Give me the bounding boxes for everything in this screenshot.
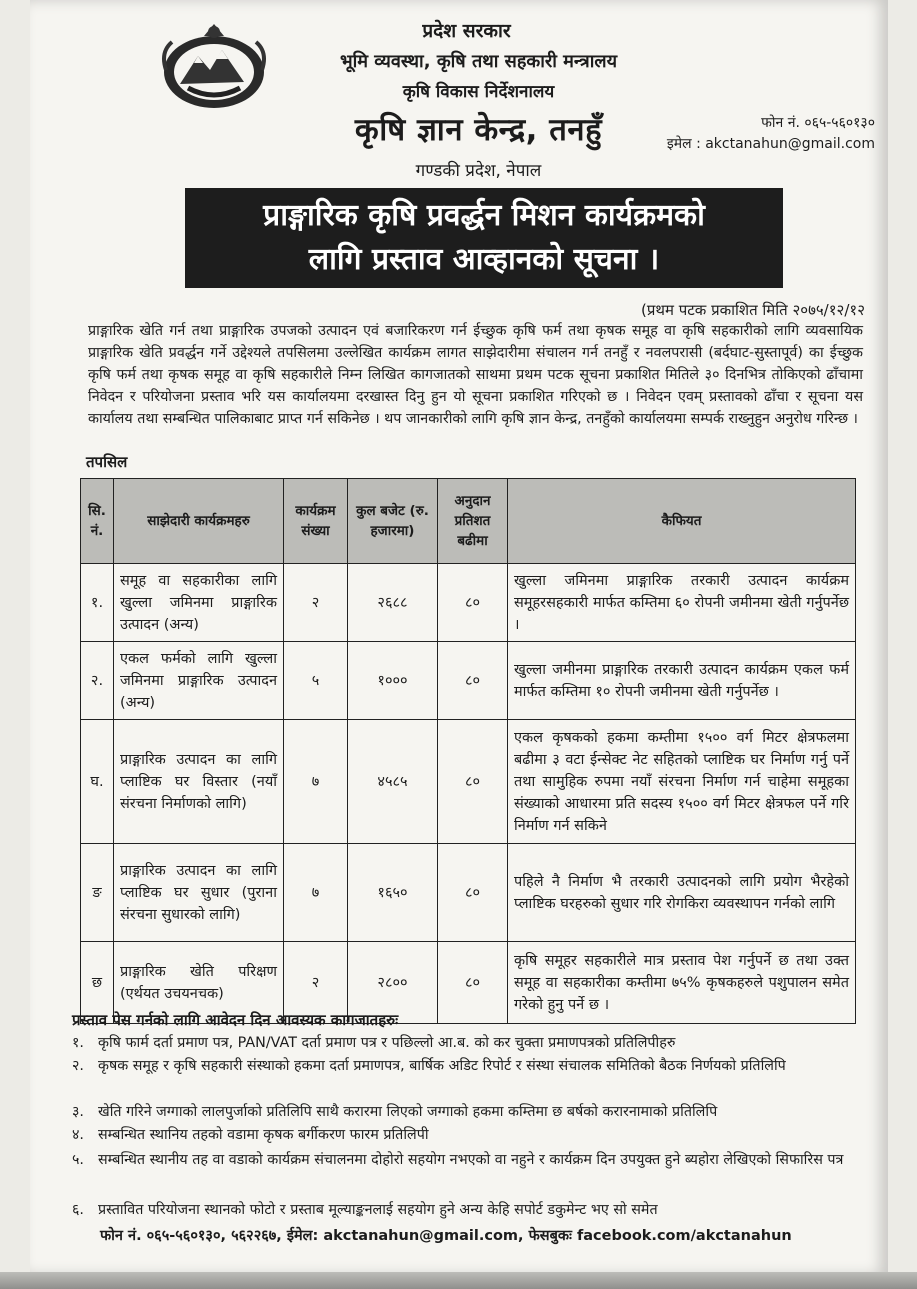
- col-header-remarks: कैफियत: [508, 479, 856, 564]
- list-item: [72, 1056, 852, 1077]
- col-header-subsidy: अनुदान प्रतिशत बढीमा: [438, 479, 508, 564]
- list-item-number: ३.: [72, 1104, 84, 1120]
- cell-sn: छ: [81, 942, 114, 1024]
- list-item-text: खेति गरिने जग्गाको लालपुर्जाको प्रतिलिपि साथै करारमा लिएको जग्गाको हकमा कम्तिमा छ बर्षको करारनामाको प्रतिलिपि: [98, 1104, 718, 1120]
- list-item-text: कृषक समूह र कृषि सहकारी संस्थाको हकमा दर्ता प्रमाणपत्र, बार्षिक अडिट रिपोर्ट र संस्था संचालक समितिको बैठक निर्णयको प्रतिलिपि: [98, 1058, 786, 1074]
- list-item-text: सम्बन्धित स्थानीय तह वा वडाको कार्यक्रम संचालनमा दोहोरो सहयोग नभएको वा नहुने र कार्यक्रम दिन उपयुक्त हुने ब्यहोरा लेखिएको सिफारिस पत्र: [98, 1152, 844, 1168]
- cell-remark: खुल्ला जमिनमा प्राङ्गारिक तरकारी उत्पादन कार्यक्रम समूहरसहकारी मार्फत कम्तिमा ६० रोपनी जमीनमा खेती गर्नुपर्नेछ ।: [508, 564, 856, 642]
- cell-budget: २६८८: [348, 564, 438, 642]
- cell-count: ७: [284, 720, 348, 844]
- table-row: [81, 564, 856, 642]
- cell-subsidy: ८०: [438, 942, 508, 1024]
- cell-sn: घ.: [81, 720, 114, 844]
- table-row: [81, 844, 856, 942]
- list-item: [72, 1200, 852, 1221]
- cell-count: २: [284, 564, 348, 642]
- list-item: [72, 1150, 852, 1171]
- cell-count: ७: [284, 844, 348, 942]
- cell-subsidy: ८०: [438, 642, 508, 720]
- cell-budget: १६५०: [348, 844, 438, 942]
- cell-remark: पहिले नै निर्माण भै तरकारी उत्पादनको लागि प्रयोग भैरहेको प्लाष्टिक घरहरुको सुधार गरि रोगकिरा व्यवस्थापन गर्नको लागि: [508, 844, 856, 942]
- list-item-number: ४.: [72, 1127, 84, 1143]
- header-ministry: भूमि व्यवस्था, कृषि तथा सहकारी मन्त्रालय: [339, 51, 618, 72]
- cell-count: २: [284, 942, 348, 1024]
- cell-remark: खुल्ला जमीनमा प्राङ्गारिक तरकारी उत्पादन कार्यक्रम एकल फर्म मार्फत कम्तिमा १० रोपनी जमीनमा खेती गर्नुपर्नेछ ।: [508, 642, 856, 720]
- cell-sn: १.: [81, 564, 114, 642]
- notice-title-banner: [185, 188, 783, 288]
- cell-program: एकल फर्मको लागि खुल्ला जमिनमा प्राङ्गारिक उत्पादन (अन्य): [114, 642, 284, 720]
- cell-program: प्राङ्गारिक उत्पादन का लागि प्लाष्टिक घर सुधार (पुराना संरचना सुधारको लागि): [114, 844, 284, 942]
- details-label: तपसिल: [86, 453, 128, 471]
- list-item: [72, 1125, 852, 1146]
- list-item: [72, 1033, 852, 1054]
- header-email: इमेल : akctanahun@gmail.com: [666, 136, 875, 152]
- header-contact: [667, 113, 875, 155]
- banner-line-1: प्राङ्गारिक कृषि प्रवर्द्धन मिशन कार्यक्रमको: [263, 198, 705, 233]
- col-header-program: साझेदारी कार्यक्रमहरु: [114, 479, 284, 564]
- header-office-name: कृषि ज्ञान केन्द्र, तनहुँ: [354, 112, 603, 148]
- list-item-text: कृषि फार्म दर्ता प्रमाण पत्र, PAN/VAT दर्ता प्रमाण पत्र र पछिल्लो आ.ब. को कर चुक्ता प्रमाणपत्रको प्रतिलिपीहरु: [98, 1035, 676, 1051]
- cell-remark: कृषि समूहर सहकारीले मात्र प्रस्ताव पेश गर्नुपर्ने छ तथा उक्त समूह वा सहकारीका कम्तीमा ७५% कृषकहरुले पशुपालन समेत गरेको हुनु पर्ने छ ।: [508, 942, 856, 1024]
- list-item-number: १.: [72, 1035, 84, 1051]
- list-item-number: ६.: [72, 1202, 84, 1218]
- cell-program: प्राङ्गारिक खेति परिक्षण (एर्थयत उचयनचक): [114, 942, 284, 1024]
- cell-program: समूह वा सहकारीका लागि खुल्ला जमिनमा प्राङ्गारिक उत्पादन (अन्य): [114, 564, 284, 642]
- cell-count: ५: [284, 642, 348, 720]
- program-table: [80, 478, 856, 1024]
- table-header-row: [81, 479, 856, 564]
- cell-sn: ङ: [81, 844, 114, 942]
- cell-subsidy: ८०: [438, 720, 508, 844]
- footer-contact: फोन नं. ०६५-५६०१३०, ५६२२६७, ईमेल: akctanahun@gmail.com, फेसबुकः facebook.com/akctanahun: [100, 1228, 792, 1244]
- header-province-gov: प्रदेश सरकार: [422, 20, 511, 42]
- table-row: [81, 642, 856, 720]
- col-header-sn: सि. नं.: [81, 479, 114, 564]
- cell-budget: ४५८५: [348, 720, 438, 844]
- list-item-text: सम्बन्धित स्थानिय तहको वडामा कृषक बर्गीकरण फारम प्रतिलिपी: [98, 1127, 429, 1143]
- list-item-number: २.: [72, 1058, 84, 1074]
- cell-budget: २८००: [348, 942, 438, 1024]
- cell-remark: एकल कृषकको हकमा कम्तीमा १५०० वर्ग मिटर क्षेत्रफलमा बढीमा ३ वटा ईन्सेक्ट नेट सहितको प्लाष्टिक घर निर्माण गर्नु पर्ने तथा सामुहिक रुपमा नयाँ संरचना निर्माण गर्न चाहेमा समूहका संख्याको आधारमा प्रति सदस्य १५०० वर्ग मिटर क्षेत्रफल पर्ने गरि निर्माण गर्न सकिने: [508, 720, 856, 844]
- intro-paragraph: प्राङ्गारिक खेति गर्न तथा प्राङ्गारिक उपजको उत्पादन एवं बजारिकरण गर्न ईच्छुक कृषि फर्म तथा कृषक समूह वा कृषि सहकारीको लागि व्यवसायिक प्राङ्गारिक खेति प्रवर्द्धन गर्ने उद्देश्यले तपसिलमा उल्लेखित कार्यक्रम लागत साझेदारीमा संचालन गर्न तनहुँ र नवलपरासी (बर्दघाट-सुस्तापूर्व) का ईच्छुक कृषि फर्म तथा कृषक समूह वा कृषि सहकारीले निम्न लिखित कागजातको साथमा प्रथम पटक सूचना प्रकाशित मितिले ३० दिनभित्र तोकिएको ढाँचामा निवेदन र परियोजना प्रस्ताव भरि यस कार्यालयमा दरखास्त दिनु हुन यो सूचना प्रकाशित गरिएको छ । निवेदन एवम् प्रस्तावको ढाँचा र सूचना यस कार्यालय तथा सम्बन्धित पालिकाबाट प्राप्त गर्न सकिनेछ । थप जानकारीको लागि कृषि ज्ञान केन्द्र, तनहुँको कार्यालयमा सम्पर्क राख्नुहुन अनुरोध गरिन्छ ।: [88, 323, 863, 427]
- cell-subsidy: ८०: [438, 564, 508, 642]
- requirements-title: प्रस्ताव पेस गर्नको लागि आवेदन दिन आवस्यक कागजातहरुः: [72, 1011, 399, 1029]
- col-header-count: कार्यक्रम संख्या: [284, 479, 348, 564]
- cell-sn: २.: [81, 642, 114, 720]
- col-header-budget: कुल बजेट (रु. हजारमा): [348, 479, 438, 564]
- table-row: [81, 720, 856, 844]
- list-item: [72, 1102, 852, 1123]
- header-phone: फोन नं. ०६५-५६०१३०: [761, 115, 875, 131]
- cell-program: प्राङ्गारिक उत्पादन का लागि प्लाष्टिक घर विस्तार (नयाँ संरचना निर्माणको लागि): [114, 720, 284, 844]
- list-item-number: ५.: [72, 1152, 84, 1168]
- scan-edge: [0, 1272, 917, 1289]
- header-location: गण्डकी प्रदेश, नेपाल: [415, 161, 542, 181]
- banner-line-2: लागि प्रस्ताव आव्हानको सूचना ।: [308, 242, 660, 277]
- publication-date: (प्रथम पटक प्रकाशित मिति २०७५/१२/१२: [641, 301, 865, 319]
- list-item-text: प्रस्तावित परियोजना स्थानको फोटो र प्रस्ताब मूल्याङ्कनलाई सहयोग हुने अन्य केहि सपोर्ट डकुमेन्ट भए सो समेत: [98, 1202, 658, 1218]
- cell-budget: १०००: [348, 642, 438, 720]
- cell-subsidy: ८०: [438, 844, 508, 942]
- header-directorate: कृषि विकास निर्देशनालय: [402, 82, 555, 102]
